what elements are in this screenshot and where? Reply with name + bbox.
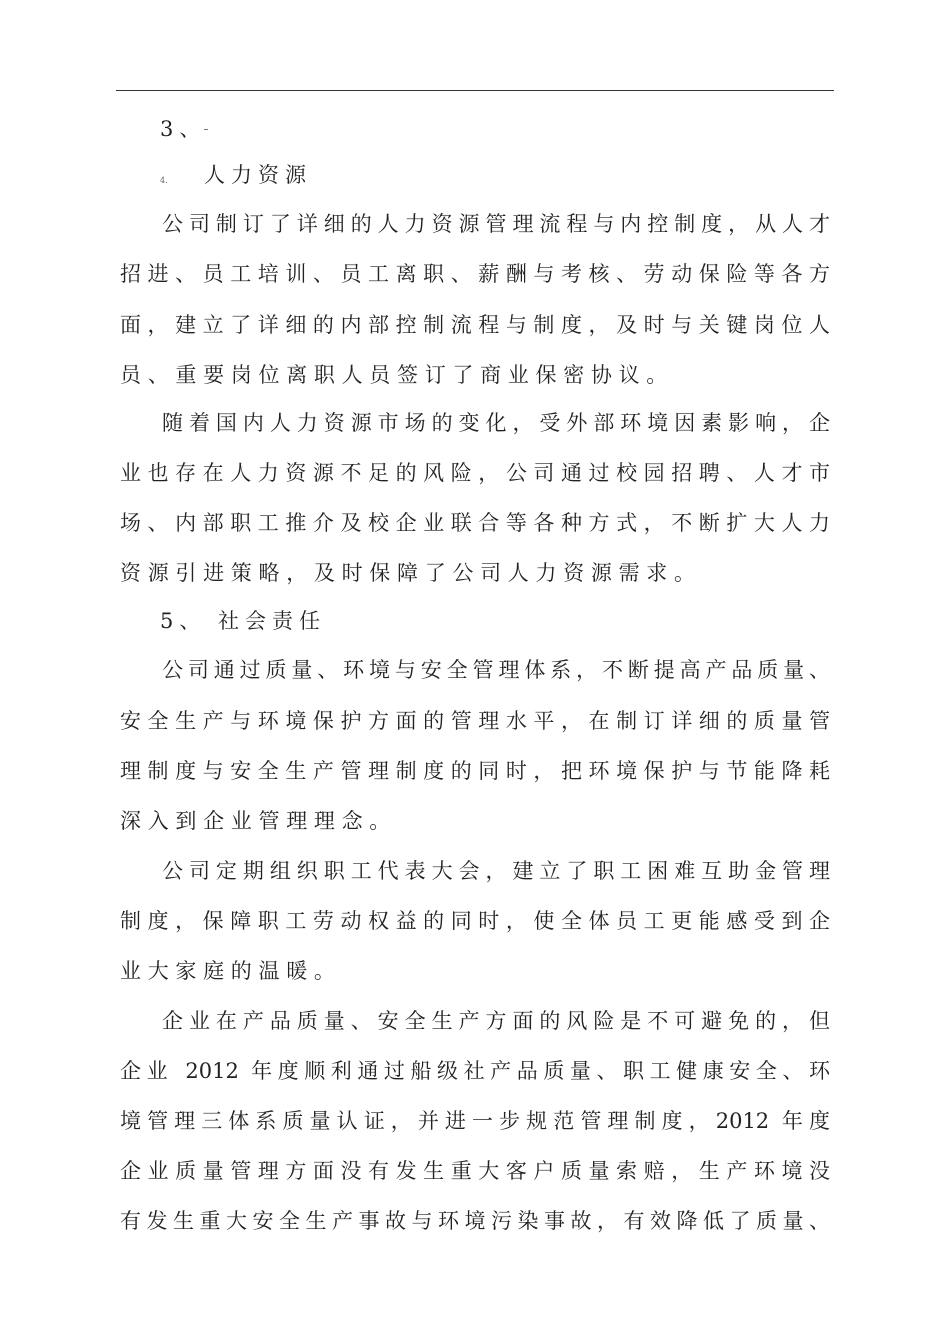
header-rule <box>116 90 834 91</box>
section-5-number: 5、 <box>160 609 207 633</box>
paragraph-2-line-4: 资源引进策略，及时保障了公司人力资源需求。 <box>120 561 702 585</box>
paragraph-4-line-1: 公司定期组织职工代表大会，建立了职工困难互助金管理 <box>162 859 830 883</box>
paragraph-1-line-3: 面，建立了详细的内部控制流程与制度，及时与关键岗位人 <box>120 313 830 337</box>
paragraph-5-line-4: 企业质量管理方面没有发生重大客户质量索赔，生产环境没 <box>120 1159 830 1183</box>
paragraph-5-line-3: 境管理三体系质量认证，并进一步规范管理制度，2012 年度 <box>120 1109 830 1133</box>
paragraph-4-line-2: 制度，保障职工劳动权益的同时，使全体员工更能感受到企 <box>120 909 830 933</box>
section-4-title: 人力资源 <box>204 163 312 187</box>
paragraph-4-line-3: 业大家庭的温暖。 <box>120 959 342 983</box>
paragraph-3-line-4: 深入到企业管理理念。 <box>120 809 397 833</box>
paragraph-2-line-1: 随着国内人力资源市场的变化，受外部环境因素影响，企 <box>162 411 830 435</box>
paragraph-5-line-1: 企业在产品质量、安全生产方面的风险是不可避免的，但 <box>162 1009 830 1033</box>
paragraph-5-line-5: 有发生重大安全生产事故与环境污染事故，有效降低了质量、 <box>120 1209 830 1233</box>
dash-mark <box>204 129 208 130</box>
paragraph-1-line-1: 公司制订了详细的人力资源管理流程与内控制度，从人才 <box>162 212 830 236</box>
paragraph-3-line-3: 理制度与安全生产管理制度的同时，把环境保护与节能降耗 <box>120 759 830 783</box>
paragraph-3-line-1: 公司通过质量、环境与安全管理体系，不断提高产品质量、 <box>162 658 830 682</box>
paragraph-1-line-2: 招进、员工培训、员工离职、薪酬与考核、劳动保险等各方 <box>120 262 830 286</box>
paragraph-1-line-4: 员、重要岗位离职人员签订了商业保密协议。 <box>120 363 674 387</box>
section-5-title: 社会责任 <box>218 609 326 633</box>
paragraph-2-line-3: 场、内部职工推介及校企业联合等各种方式，不断扩大人力 <box>120 511 830 535</box>
section-4-small-number: 4. <box>160 176 168 185</box>
paragraph-3-line-2: 安全生产与环境保护方面的管理水平，在制订详细的质量管 <box>120 709 830 733</box>
section-3-number: 3、 <box>160 117 207 141</box>
paragraph-5-line-2: 企业 2012 年度顺利通过船级社产品质量、职工健康安全、环 <box>120 1059 830 1083</box>
paragraph-2-line-2: 业也存在人力资源不足的风险，公司通过校园招聘、人才市 <box>120 461 830 485</box>
